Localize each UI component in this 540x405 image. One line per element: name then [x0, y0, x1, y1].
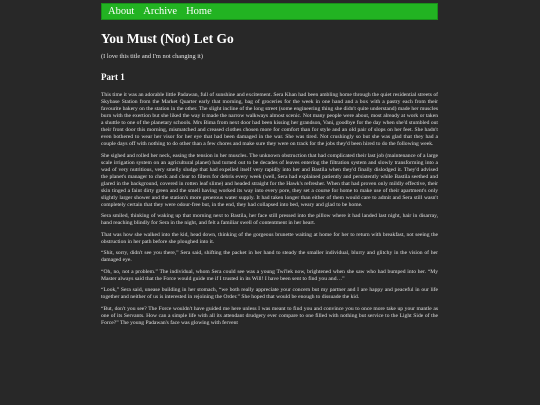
part-heading: Part 1 [101, 72, 125, 82]
post-title: You Must (Not) Let Go [101, 31, 234, 46]
paragraph: “Shit, sorry, didn't see you there,” Sera said, shifting the packet in her hand to steady the smaller individual, blurry and glitchy in the vision of her damaged eye. [101, 250, 438, 263]
paragraph: “Oh, no, not a problem.” The individual, whom Sera could see was a young Twi'lek now, brightened when she saw who had bumped into her. “My Master always said that the Force would guide me if I trusted in its Will! I have been sent to find you and…” [101, 268, 438, 282]
nav-link-home[interactable]: Home [186, 6, 212, 17]
paragraph: She sighed and rolled her neck, easing the tension in her muscles. The unknown obstruction that had complicated their last job (maintenance of a large scale irrigation system on an agricultural planet) had turned out to be decades of leaves entering the filtration system and slowly transforming into a wad of very nutritious, very smelly sludge that had expelled itself very rapidly into her and Bastila when they'd finally dislodged it. They'd advised the planet's manager to check and clear to filters for debris every week (well, Sera had explained patiently and persistently while Bastila seethed and glared in the background, covered in rotten leaf slime) and headed straight for the Hawk's refresher. When that had proven only mildly effective, their skin tinged a faint dirty green and the smell having worked its way into every pore, they set a course for home to make use of their apartment's only slightly larger shower and the station's more generous water supply. It had taken longer than either of them would care to admit and Sera still wasn't completely certain that they were odour-free but, in the end, they had collapsed into bed, weary and glad to be home. [101, 152, 438, 208]
post-subtitle: (I love this title and I'm not changing it) [101, 53, 203, 60]
nav-link-archive[interactable]: Archive [143, 6, 178, 17]
post-body [101, 92, 438, 327]
paragraph: This time it was an adorable little Padawan, full of sunshine and excitement. Sera Khan had been ambling home through the quiet residential streets of Skybase Station from the Market Quarter early that morning, bag of groceries for the week in one hand and a box with a pastry each from their favourite bakery on the station in the other. The slight incline of the long street (some engineering thing she didn't quite understand) made her muscles burn with the exertion but she liked the way it made the narrow walkways almost scenic. Not many people were about, most already at work or taken a shuttle to one of the planetary schools. Mrs Bima from next door had been kissing her grandson, Vani, goodbye for the day when she'd stumbled out their front door this morning, mismatched and creased clothes chosen more for comfort than for style and an old pair of slops on her feet. She hadn't even bothered to wear her visor for her eye that had been damaged in the war. She was tired. Not crushingly so but she was glad that they had a couple days off with nothing to do other than a few chores and make sure they were on track for the jobs they'd been hired to do the following week. [101, 92, 438, 147]
post-content [101, 22, 438, 331]
top-nav [101, 3, 438, 20]
nav-link-about[interactable]: About [108, 6, 135, 17]
paragraph: “Look,” Sera said, unease building in her stomach, “we both really appreciate your concern but my partner and I are happy and peaceful in our life together and neither of us is interested in rejoining the Order.” She hoped that would be enough to dissuade the kid. [101, 287, 438, 300]
paragraph: That was how she walked into the kid, head down, thinking of the gorgeous brunette waiting at home for her to return with breakfast, not seeing the obstruction in her path before she ploughed into it. [101, 231, 438, 245]
paragraph: “But, don't you see? The Force wouldn't have guided me here unless I was meant to find you and convince you to once more take up your mantle as one of its Servants. How can a simple life with all its attendant drudgery ever compare to one filled with nothing but service to the Light Side of the Force?” The young Padawan's face was glowing with fervent [101, 305, 438, 326]
paragraph: Sera smiled, thinking of waking up that morning next to Bastila, her face still pressed into the pillow where it had landed last night, hair in disarray, hand reaching blindly for Sera in the night, and felt a familiar swell of contentment in her heart. [101, 213, 438, 226]
